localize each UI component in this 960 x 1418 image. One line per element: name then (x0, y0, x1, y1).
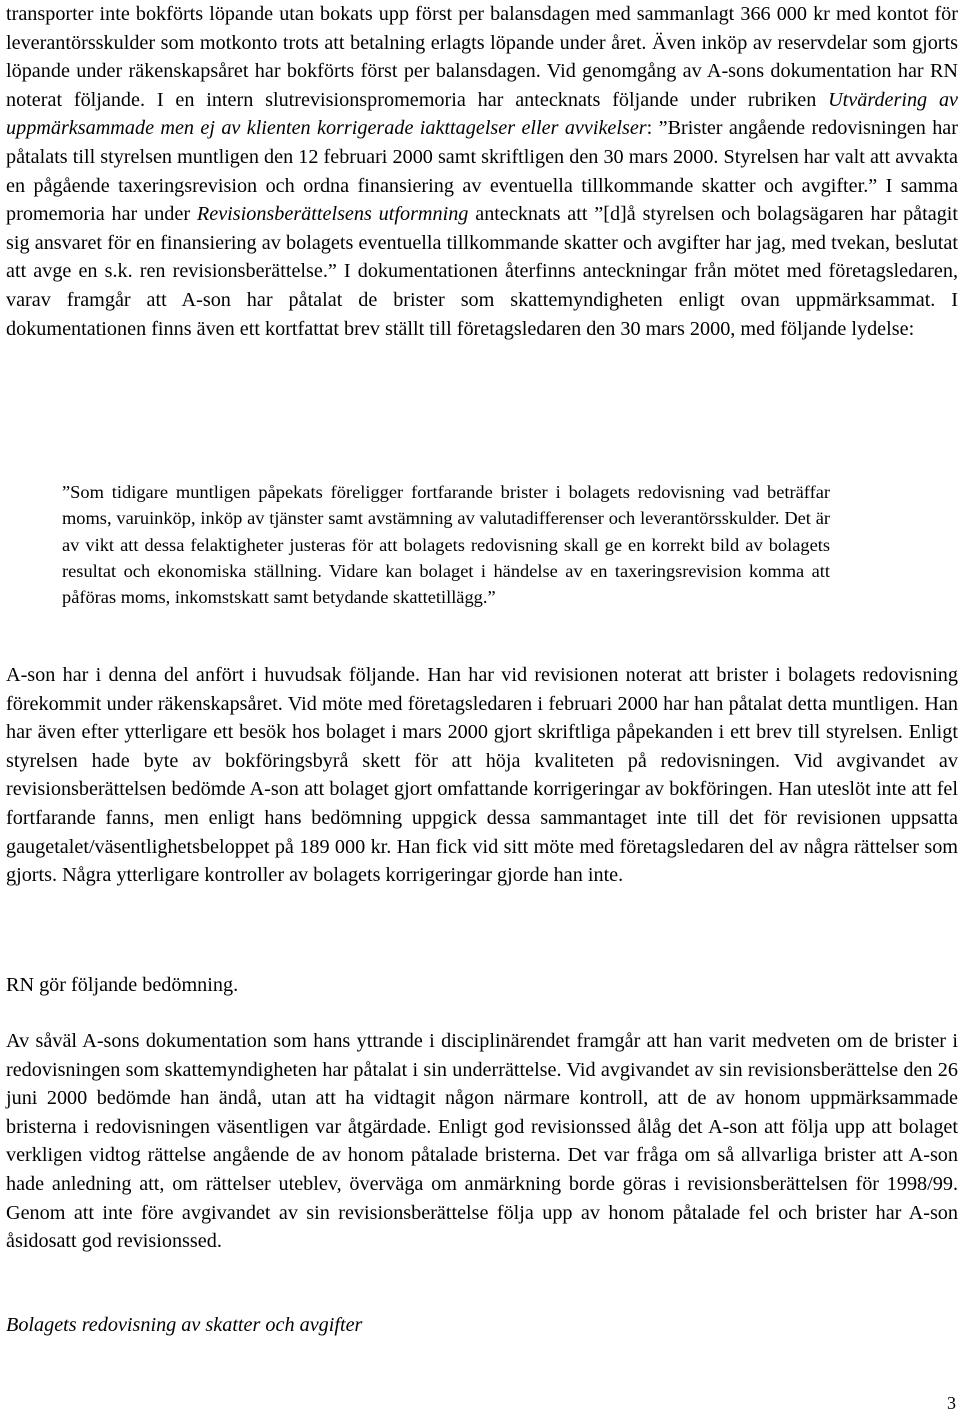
section-heading: Bolagets redovisning av skatter och avgifter (6, 1314, 363, 1336)
paragraph-1-text-c: antecknats att ”[d]å styrelsen och bolagsägaren har påtagit sig ansvaret för en finansiering av bolagets eventuella tillkommande skatter och avgifter har jag, med tvekan, beslutat att avge en s.k. ren revisionsberättelse.” I dokumentationen återfinns anteckningar från mötet med företagsledaren, varav framgår att A-son har påtalat de brister som skattemyndigheten enligt ovan uppmärksammat. I dokumentationen finns även ett kortfattat brev ställt till företagsledaren den 30 mars 2000, med följande lydelse: (6, 203, 959, 340)
paragraph-4: RN gör följande bedömning. (6, 974, 239, 996)
paragraph-1 (6, 0, 958, 343)
paragraph-1-text-b: : ”Brister angående redovisningen har påtalats till styrelsen muntligen den 12 februari 2000 samt skriftligen den 30 mars 2000. Styrelsen har valt att avvakta en pågående taxeringsrevision och ordna finansiering av eventuella tillkommande skatter och avgifter.” I samma promemoria har under (6, 117, 958, 226)
italic-heading-report-form: Revisionsberättelsens utformning (196, 203, 469, 226)
page-number: 3 (947, 1393, 956, 1413)
italic-heading-evaluation: Utvärdering av uppmärksammade men ej av klienten korrigerade iakttagelser eller avvikelser (6, 88, 959, 140)
paragraph-1-text-a: transporter inte bokförts löpande utan bokats upp först per balansdagen med sammanlagt 366 000 kr med kontot för leverantörsskulder som motkonto trots att betalning erlagts löpande under året. Även inköp av reservdelar som gjorts löpande under räkenskapsåret har bokförts först per balansdagen. Vid genomgång av A-sons dokumentation har RN noterat följande. I en intern slutrevisionspromemoria har antecknats följande under rubriken (6, 3, 958, 111)
block-quote-letter: ”Som tidigare muntligen påpekats föreligger fortfarande brister i bolagets redovisning vad beträffar moms, varuinköp, inköp av tjänster samt avstämning av valutadifferenser och leverantörsskulder. Det är av vikt att dessa felaktigheter justeras för att bolagets redovisning skall ge en korrekt bild av bolagets resultat och ekonomiska ställning. Vidare kan bolaget i händelse av en taxeringsrevision komma att påföras moms, inkomstskatt samt betydande skattetillägg.” (62, 482, 830, 608)
paragraph-5: Av såväl A-sons dokumentation som hans yttrande i disciplinärendet framgår att han varit medveten om de brister i redovisningen som skattemyndigheten har påtalat i sin underrättelse. Vid avgivandet av sin revisionsberättelse den 26 juni 2000 bedömde han ändå, utan att ha vidtagit någon närmare kontroll, att de av honom uppmärksammade bristerna i redovisningen väsentligen var åtgärdade. Enligt god revisionssed ålåg det A-son att följa upp att bolaget verkligen vidtog rättelse angående de av honom påtalade bristerna. Det var fråga om så allvarliga brister att A-son hade anledning att, om rättelser uteblev, överväga om anmärkning borde göras i revisionsberättelsen för 1998/99. Genom att inte före avgivandet av sin revisionsberättelse följa upp av honom påtalade fel och brister har A-son åsidosatt god revisionssed. (6, 1030, 958, 1253)
paragraph-3: A-son har i denna del anfört i huvudsak följande. Han har vid revisionen noterat att brister i bolagets redovisning förekommit under räkenskapsåret. Vid möte med företagsledaren i februari 2000 har han påtalat detta muntligen. Han har även efter ytterligare ett besök hos bolaget i mars 2000 gjort skriftliga påpekanden i ett brev till styrelsen. Enligt styrelsen hade byte av bokföringsbyrå skett för att höja kvaliteten på redovisningen. Vid avgivandet av revisionsberättelsen bedömde A-son att bolaget gjort omfattande korrigeringar av bokföringen. Han uteslöt inte att fel fortfarande fanns, men enligt hans bedömning uppgick dessa sammantaget inte till det för revisionen uppsatta gaugetalet/väsentlighetsbeloppet på 189 000 kr. Han fick vid sitt möte med företagsledaren del av några rättelser som gjorts. Några ytterligare kontroller av bolagets korrigeringar gjorde han inte. (6, 664, 958, 887)
